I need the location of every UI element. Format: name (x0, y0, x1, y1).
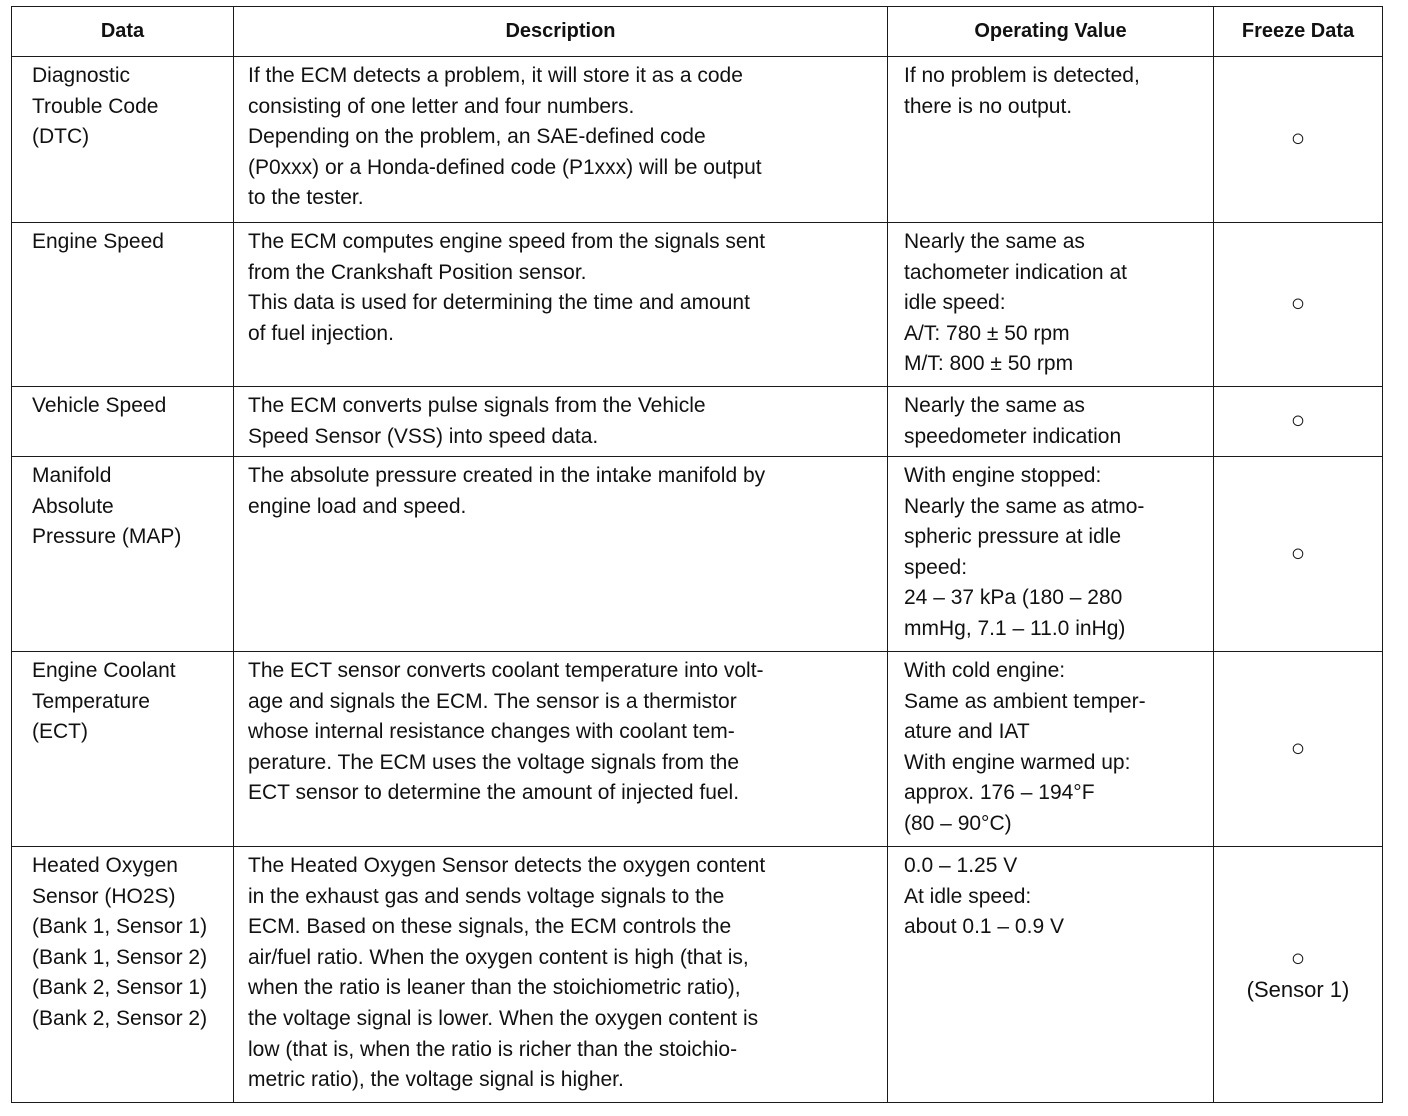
operating-value-cell (888, 652, 1214, 847)
description-cell-line: when the ratio is leaner than the stoichiometric ratio), (248, 976, 741, 1000)
data-cell (12, 387, 234, 457)
data-cell-line: (Bank 2, Sensor 1) (32, 976, 208, 1000)
operating-value-cell (888, 57, 1214, 223)
header-data: Data (12, 7, 234, 57)
data-cell (12, 457, 234, 652)
operating-value-cell-line: With engine stopped: (904, 464, 1102, 487)
data-cell-line: Absolute (32, 494, 114, 518)
operating-value-cell-line: 24 – 37 kPa (180 – 280 (904, 586, 1123, 610)
data-table (11, 6, 1383, 1103)
operating-value-cell-line: about 0.1 – 0.9 V (904, 915, 1064, 939)
freeze-data-cell (1214, 457, 1383, 652)
description-cell (234, 847, 888, 1103)
table-row (12, 57, 1383, 223)
operating-value-cell-line: speed: (904, 555, 968, 579)
data-cell-line: (Bank 2, Sensor 2) (32, 1006, 208, 1030)
operating-value-cell-line: A/T: 780 ± 50 rpm (904, 321, 1070, 345)
freeze-data-mark: ○ (1290, 944, 1306, 972)
header-row (12, 7, 1383, 57)
operating-value-cell-line: (80 – 90°C) (904, 811, 1012, 835)
operating-value-cell-line: ature and IAT (904, 720, 1030, 744)
operating-value-cell-line: tachometer indication at (904, 260, 1127, 284)
data-cell-line: Pressure (MAP) (32, 525, 182, 549)
data-cell-line: (DTC) (32, 125, 90, 149)
freeze-data-cell (1214, 652, 1383, 847)
description-cell (234, 57, 888, 223)
description-cell (234, 223, 888, 387)
description-cell-line: ECT sensor to determine the amount of injected fuel. (248, 781, 740, 805)
description-cell-line: ECM. Based on these signals, the ECM controls the (248, 915, 732, 939)
description-cell-line: This data is used for determining the time and amount (248, 291, 750, 315)
operating-value-cell-line: mmHg, 7.1 – 11.0 inHg) (904, 616, 1126, 640)
freeze-data-cell (1214, 387, 1383, 457)
data-cell-line: Diagnostic (32, 64, 131, 87)
freeze-data-cell-line: (Sensor 1) (1246, 976, 1350, 1002)
description-cell-line: engine load and speed. (248, 494, 467, 518)
table-row (12, 387, 1383, 457)
operating-value-cell-line: Nearly the same as atmo- (904, 494, 1145, 518)
description-cell-line: (P0xxx) or a Honda-defined code (P1xxx) will be output (248, 155, 762, 179)
operating-value-cell (888, 457, 1214, 652)
freeze-data-mark: ○ (1290, 539, 1306, 567)
description-cell-line: of fuel injection. (248, 321, 394, 345)
operating-value-cell-line: Nearly the same as (904, 230, 1085, 253)
freeze-data-mark: ○ (1290, 125, 1306, 153)
data-cell-line: Manifold (32, 464, 112, 487)
data-cell-line: Trouble Code (32, 94, 159, 118)
operating-value-cell-line: With engine warmed up: (904, 750, 1131, 774)
description-cell-line: Speed Sensor (VSS) into speed data. (248, 424, 599, 448)
description-cell-line: The Heated Oxygen Sensor detects the oxygen content (248, 854, 766, 877)
data-cell (12, 847, 234, 1103)
operating-value-cell-line: spheric pressure at idle (904, 525, 1122, 549)
description-cell-line: air/fuel ratio. When the oxygen content is high (that is, (248, 945, 749, 969)
operating-value-cell (888, 223, 1214, 387)
description-cell-line: The ECM converts pulse signals from the Vehicle (248, 394, 706, 417)
data-cell-line: Engine Speed (32, 230, 164, 253)
header-operating-value: Operating Value (888, 7, 1214, 57)
data-cell-line: Engine Coolant (32, 659, 176, 682)
freeze-data-cell (1214, 57, 1383, 223)
data-cell-line: Temperature (32, 689, 150, 713)
data-cell-line: (Bank 1, Sensor 2) (32, 945, 208, 969)
data-cell-line: Heated Oxygen (32, 854, 178, 877)
freeze-data-mark: ○ (1290, 407, 1306, 435)
operating-value-cell-line: With cold engine: (904, 659, 1066, 682)
description-cell-line: If the ECM detects a problem, it will store it as a code (248, 64, 743, 87)
operating-value-cell-line: At idle speed: (904, 884, 1032, 908)
description-cell-line: perature. The ECM uses the voltage signals from the (248, 750, 740, 774)
description-cell-line: in the exhaust gas and sends voltage signals to the (248, 884, 725, 908)
table-body (12, 57, 1383, 1103)
description-cell-line: whose internal resistance changes with coolant tem- (248, 720, 735, 744)
data-cell (12, 223, 234, 387)
operating-value-cell-line: approx. 176 – 194°F (904, 781, 1095, 805)
description-cell-line: from the Crankshaft Position sensor. (248, 260, 587, 284)
header-description: Description (234, 7, 888, 57)
freeze-data-cell (1214, 847, 1383, 1103)
description-cell-line: age and signals the ECM. The sensor is a thermistor (248, 689, 737, 713)
operating-value-cell-line: 0.0 – 1.25 V (904, 854, 1018, 877)
description-cell-line: low (that is, when the ratio is richer than the stoichio- (248, 1037, 738, 1061)
freeze-data-cell (1214, 223, 1383, 387)
data-cell-line: Sensor (HO2S) (32, 884, 176, 908)
table-row (12, 457, 1383, 652)
data-cell-line: (ECT) (32, 720, 88, 744)
description-cell-line: The absolute pressure created in the intake manifold by (248, 464, 766, 487)
description-cell-line: Depending on the problem, an SAE-defined code (248, 125, 706, 149)
header-freeze-data: Freeze Data (1214, 7, 1383, 57)
operating-value-cell-line: M/T: 800 ± 50 rpm (904, 352, 1074, 376)
freeze-data-mark: ○ (1290, 734, 1306, 762)
description-cell-line: consisting of one letter and four numbers. (248, 94, 635, 118)
description-cell (234, 387, 888, 457)
description-cell (234, 652, 888, 847)
freeze-data-mark: ○ (1290, 290, 1306, 318)
operating-value-cell-line: speedometer indication (904, 424, 1122, 448)
operating-value-cell-line: idle speed: (904, 291, 1006, 315)
operating-value-cell-line: Nearly the same as (904, 394, 1085, 417)
description-cell-line: The ECM computes engine speed from the signals sent (248, 230, 766, 253)
description-cell (234, 457, 888, 652)
data-cell (12, 57, 234, 223)
table-row (12, 223, 1383, 387)
operating-value-cell-line: If no problem is detected, (904, 64, 1140, 87)
description-cell-line: The ECT sensor converts coolant temperature into volt- (248, 659, 764, 682)
description-cell-line: to the tester. (248, 186, 364, 210)
table-row (12, 847, 1383, 1103)
data-cell-line: (Bank 1, Sensor 1) (32, 915, 208, 939)
operating-value-cell (888, 847, 1214, 1103)
operating-value-cell-line: Same as ambient temper- (904, 689, 1146, 713)
description-cell-line: metric ratio), the voltage signal is higher. (248, 1068, 624, 1092)
operating-value-cell-line: there is no output. (904, 94, 1073, 118)
data-cell-line: Vehicle Speed (32, 394, 167, 417)
operating-value-cell (888, 387, 1214, 457)
data-cell (12, 652, 234, 847)
table-row (12, 652, 1383, 847)
description-cell-line: the voltage signal is lower. When the oxygen content is (248, 1006, 759, 1030)
